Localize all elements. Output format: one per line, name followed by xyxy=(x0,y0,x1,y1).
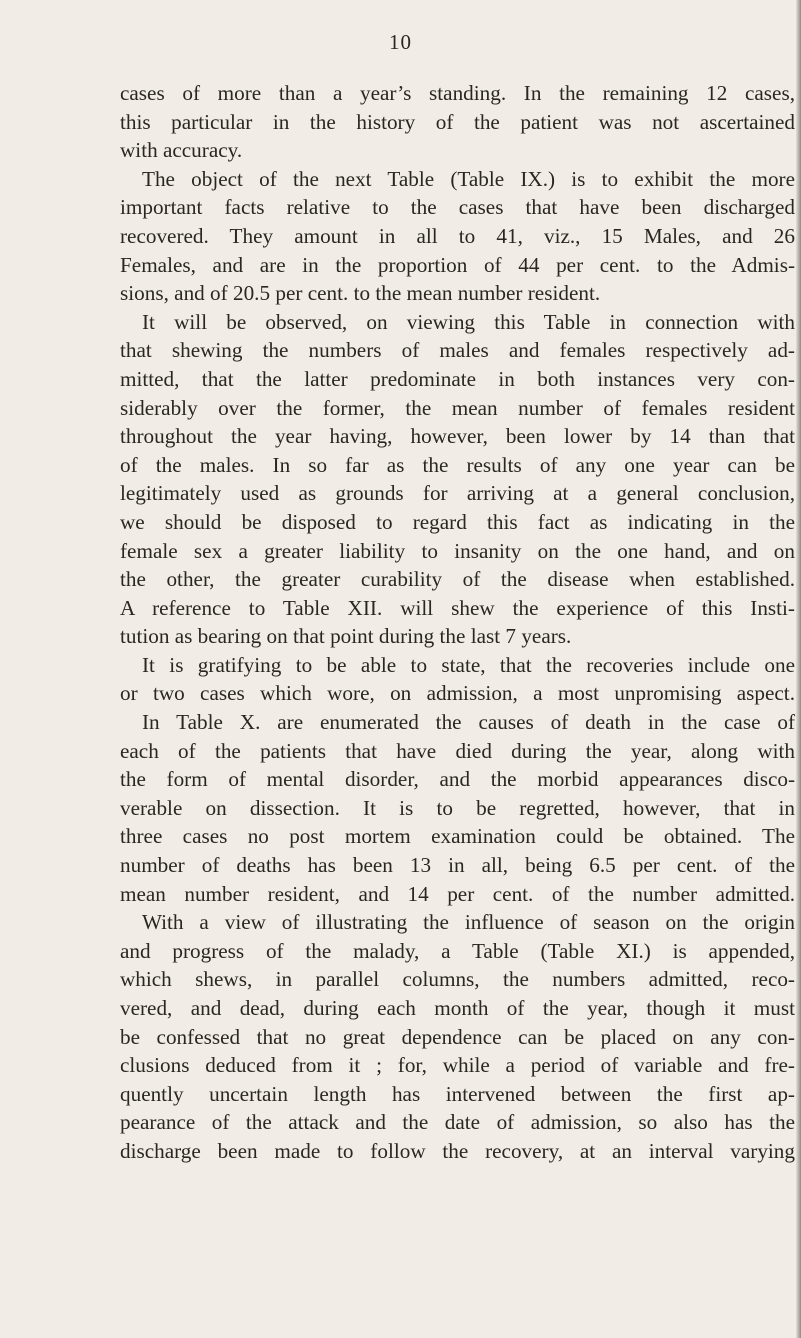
body-text xyxy=(120,79,795,1166)
text-line: mean number resident, and 14 per cent. of the number admitted. xyxy=(120,881,795,906)
text-line: clusions deduced from it ; for, while a period of variable and fre- xyxy=(120,1053,795,1078)
text-line: the form of mental disorder, and the morbid appearances disco- xyxy=(120,767,795,792)
text-line: important facts relative to the cases that have been discharged xyxy=(120,195,795,220)
text-line: this particular in the history of the patient was not ascertained xyxy=(120,109,795,134)
text-line: with accuracy. xyxy=(120,138,243,163)
text-line: sions, and of 20.5 per cent. to the mean number resident. xyxy=(120,281,601,306)
text-line: pearance of the attack and the date of admission, so also has the xyxy=(120,1110,795,1135)
text-line: verable on dissection. It is to be regretted, however, that in xyxy=(120,795,795,820)
text-line: The object of the next Table (Table IX.) is to exhibit the more xyxy=(142,166,795,191)
text-line: be confessed that no great dependence can be placed on any con- xyxy=(120,1024,795,1049)
page-number: 10 xyxy=(389,30,412,54)
page-edge-shadow xyxy=(796,0,801,1338)
text-line: Females, and are in the proportion of 44 per cent. to the Admis- xyxy=(120,252,795,277)
text-line: tution as bearing on that point during the last 7 years. xyxy=(120,624,572,649)
text-line: or two cases which wore, on admission, a most unpromising aspect. xyxy=(120,681,795,706)
text-line: throughout the year having, however, been lower by 14 than that xyxy=(120,424,795,449)
text-line: cases of more than a year’s standing. In the remaining 12 cases, xyxy=(120,81,795,105)
text-line: With a view of illustrating the influence of season on the origin xyxy=(142,910,795,935)
text-line: three cases no post mortem examination could be obtained. The xyxy=(120,824,795,849)
text-line: It is gratifying to be able to state, that the recoveries include one xyxy=(142,652,795,677)
text-line: A reference to Table XII. will shew the experience of this Insti- xyxy=(120,595,795,620)
text-line: It will be observed, on viewing this Table in connection with xyxy=(142,309,795,334)
text-line: In Table X. are enumerated the causes of death in the case of xyxy=(142,710,795,735)
text-line: quently uncertain length has intervened between the first ap- xyxy=(120,1081,795,1106)
text-line: which shews, in parallel columns, the numbers admitted, reco- xyxy=(120,967,795,992)
text-line: of the males. In so far as the results of any one year can be xyxy=(120,452,795,477)
text-line: number of deaths has been 13 in all, being 6.5 per cent. of the xyxy=(120,853,795,878)
text-line: the other, the greater curability of the disease when established. xyxy=(120,567,795,592)
text-line: legitimately used as grounds for arriving at a general conclusion, xyxy=(120,481,795,506)
text-line: vered, and dead, during each month of the year, though it must xyxy=(120,996,795,1020)
text-line: discharge been made to follow the recovery, at an interval varying xyxy=(120,1138,795,1163)
text-line: we should be disposed to regard this fact as indicating in the xyxy=(120,509,795,534)
text-line: recovered. They amount in all to 41, viz., 15 Males, and 26 xyxy=(120,223,795,248)
text-line: that shewing the numbers of males and females respectively ad- xyxy=(120,338,795,363)
text-line: siderably over the former, the mean number of females resident xyxy=(120,395,795,420)
text-line: female sex a greater liability to insanity on the one hand, and on xyxy=(120,538,795,563)
text-line: and progress of the malady, a Table (Table XI.) is appended, xyxy=(120,938,795,963)
text-line: each of the patients that have died during the year, along with xyxy=(120,738,795,763)
text-line: mitted, that the latter predominate in both instances very con- xyxy=(120,366,795,391)
